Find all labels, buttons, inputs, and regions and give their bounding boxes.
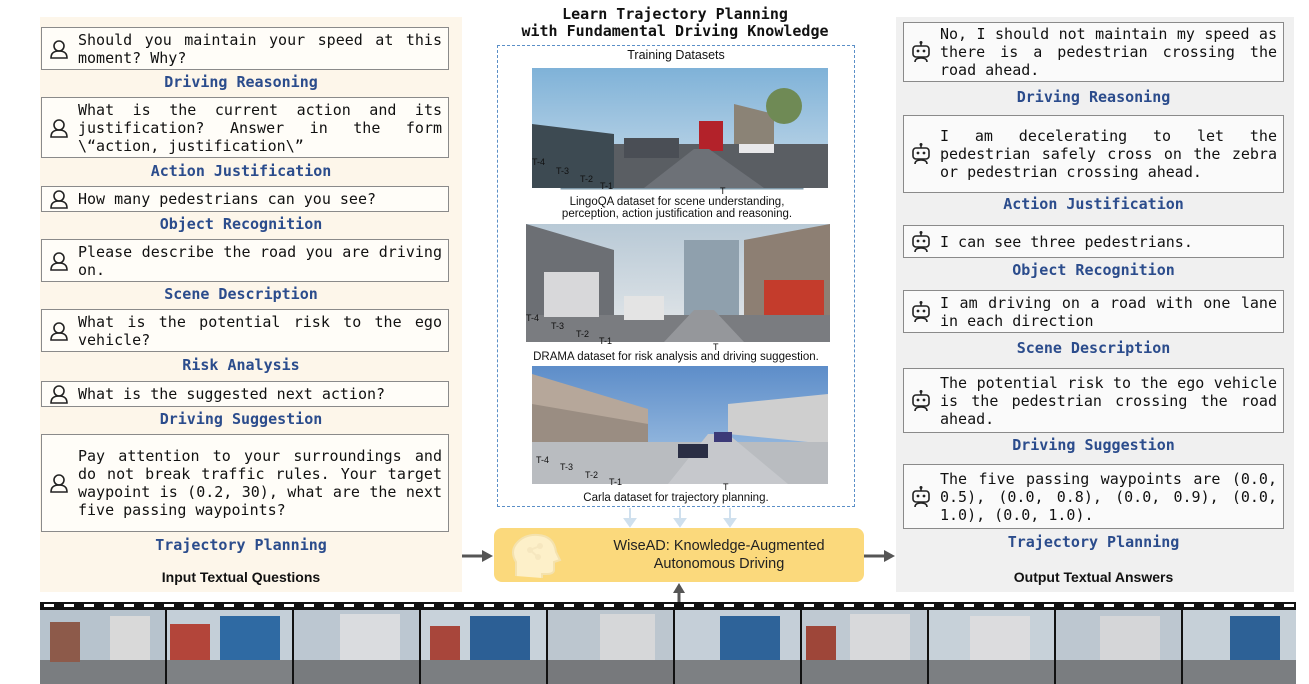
title-line-2: with Fundamental Driving Knowledge <box>521 22 829 40</box>
question-category: Driving Reasoning <box>164 73 318 91</box>
center-title <box>500 6 850 40</box>
question-box <box>41 186 449 212</box>
answer-category: Object Recognition <box>1012 261 1175 279</box>
filmstrip-frame <box>40 610 165 684</box>
filmstrip-frame <box>1056 610 1181 684</box>
question-category: Driving Suggestion <box>159 410 323 428</box>
answer-text: The potential risk to the ego vehicle is the pedestrian crossing the road ahead. <box>940 373 1277 428</box>
answer-box <box>903 290 1284 333</box>
time-label: T-1 <box>599 336 613 346</box>
question-category: Scene Description <box>164 285 318 303</box>
question-box <box>41 309 449 352</box>
question-text: Should you maintain your speed at this moment? Why? <box>78 30 442 67</box>
question-category: Action Justification <box>150 162 332 180</box>
user-icon <box>46 38 72 60</box>
question-text: How many pedestrians can you see? <box>78 190 377 208</box>
answer-text: I am driving on a road with one lane in each direction <box>940 293 1277 330</box>
robot-icon <box>908 230 934 254</box>
answer-category: Driving Suggestion <box>1012 436 1175 454</box>
user-icon <box>46 250 72 272</box>
filmstrip-frame <box>929 610 1054 684</box>
question-category: Trajectory Planning <box>155 536 327 554</box>
answer-text: I am decelerating to let the pedestrian safely cross on the zebra or pedestrian crossing ahead. <box>940 127 1277 181</box>
arrow-questions-to-model <box>462 548 494 564</box>
wisead-label-line-1: WiseAD: Knowledge-Augmented <box>613 538 825 554</box>
answer-category: Action Justification <box>1003 195 1184 213</box>
time-label: T <box>723 482 729 492</box>
lingoqa-frame-stack <box>524 64 834 194</box>
answer-category: Scene Description <box>1016 339 1171 357</box>
time-label: T-4 <box>526 313 540 323</box>
answer-box <box>903 22 1284 82</box>
time-label: T-2 <box>576 329 590 339</box>
user-icon <box>46 383 72 405</box>
answer-box <box>903 225 1284 258</box>
time-label: T-3 <box>560 462 574 472</box>
time-label: T-3 <box>551 321 565 331</box>
filmstrip-frame <box>421 610 546 684</box>
question-category: Risk Analysis <box>182 356 300 374</box>
filmstrip-frame <box>675 610 800 684</box>
output-answers-caption: Output Textual Answers <box>1013 569 1174 585</box>
title-line-1: Learn Trajectory Planning <box>562 5 788 23</box>
answer-box <box>903 115 1284 193</box>
wisead-label <box>584 537 854 573</box>
time-label: T-4 <box>532 157 546 167</box>
answer-box <box>903 464 1284 529</box>
time-label: T-4 <box>536 455 550 465</box>
answer-text: I can see three pedestrians. <box>940 232 1193 251</box>
carla-caption: Carla dataset for trajectory planning. <box>583 492 769 504</box>
answer-category: Driving Reasoning <box>1016 88 1171 106</box>
robot-icon <box>908 40 934 64</box>
question-box <box>41 239 449 282</box>
user-icon <box>46 472 72 494</box>
carla-front-frame <box>532 366 828 484</box>
dataset-to-model-arrows <box>600 508 760 528</box>
question-box <box>41 97 449 158</box>
lingoqa-caption-line-1: LingoQA dataset for scene understanding, <box>569 196 785 208</box>
answer-box <box>903 368 1284 433</box>
question-box <box>41 381 449 407</box>
filmstrip-frame <box>1183 610 1296 684</box>
question-box <box>41 434 449 532</box>
filmstrip-frame <box>802 610 927 684</box>
training-datasets-label: Training Datasets <box>627 48 725 62</box>
user-icon <box>46 117 72 139</box>
arrow-model-to-answers <box>864 548 896 564</box>
drama-caption: DRAMA dataset for risk analysis and driving suggestion. <box>533 351 819 363</box>
user-icon <box>46 320 72 342</box>
filmstrip-frame <box>548 610 673 684</box>
lingoqa-caption <box>527 196 827 220</box>
time-label: T <box>713 342 719 352</box>
arrow-video-to-model <box>671 582 687 604</box>
question-text: What is the suggested next action? <box>78 385 386 403</box>
lingoqa-front-frame <box>532 68 828 188</box>
carla-frame-stack <box>528 364 832 489</box>
head-brain-icon <box>508 532 564 578</box>
question-text: Pay attention to your surroundings and do not break traffic rules. Your target waypoint is (0.2, 30), what are the next five passing waypoints? <box>78 447 442 519</box>
question-text: What is the current action and its justification? Answer in the form \“action, justification\” <box>78 100 442 155</box>
question-text: What is the potential risk to the ego vehicle? <box>78 312 442 349</box>
answer-text: No, I should not maintain my speed as there is a pedestrian crossing the road ahead. <box>940 25 1277 79</box>
time-label: T-3 <box>556 166 570 176</box>
input-questions-caption: Input Textual Questions <box>161 569 321 585</box>
robot-icon <box>908 485 934 509</box>
time-label: T-2 <box>580 174 594 184</box>
question-box <box>41 27 449 70</box>
robot-icon <box>908 389 934 413</box>
time-label: T-1 <box>609 477 623 487</box>
filmstrip-frames <box>40 602 1296 684</box>
answer-category: Trajectory Planning <box>1007 533 1180 551</box>
lingoqa-caption-line-2: perception, action justification and reasoning. <box>561 208 793 220</box>
drama-frame-stack <box>524 220 834 345</box>
robot-icon <box>908 142 934 166</box>
question-text: Please describe the road you are driving on. <box>78 242 442 279</box>
wisead-label-line-2: Autonomous Driving <box>653 556 785 572</box>
answer-text: The five passing waypoints are (0.0, 0.5), (0.0, 0.8), (0.0, 0.9), (0.0, 1.0), (0.0, 1.0). <box>940 469 1277 524</box>
filmstrip-frame <box>167 610 292 684</box>
robot-icon <box>908 300 934 324</box>
user-icon <box>46 188 72 210</box>
filmstrip-frame <box>294 610 419 684</box>
time-label: T <box>720 186 726 196</box>
time-label: T-2 <box>585 470 599 480</box>
drama-front-frame <box>526 224 830 342</box>
driving-video-filmstrip <box>40 602 1296 684</box>
time-label: T-1 <box>600 181 614 191</box>
wisead-model-box <box>494 528 864 582</box>
question-category: Object Recognition <box>159 215 323 233</box>
